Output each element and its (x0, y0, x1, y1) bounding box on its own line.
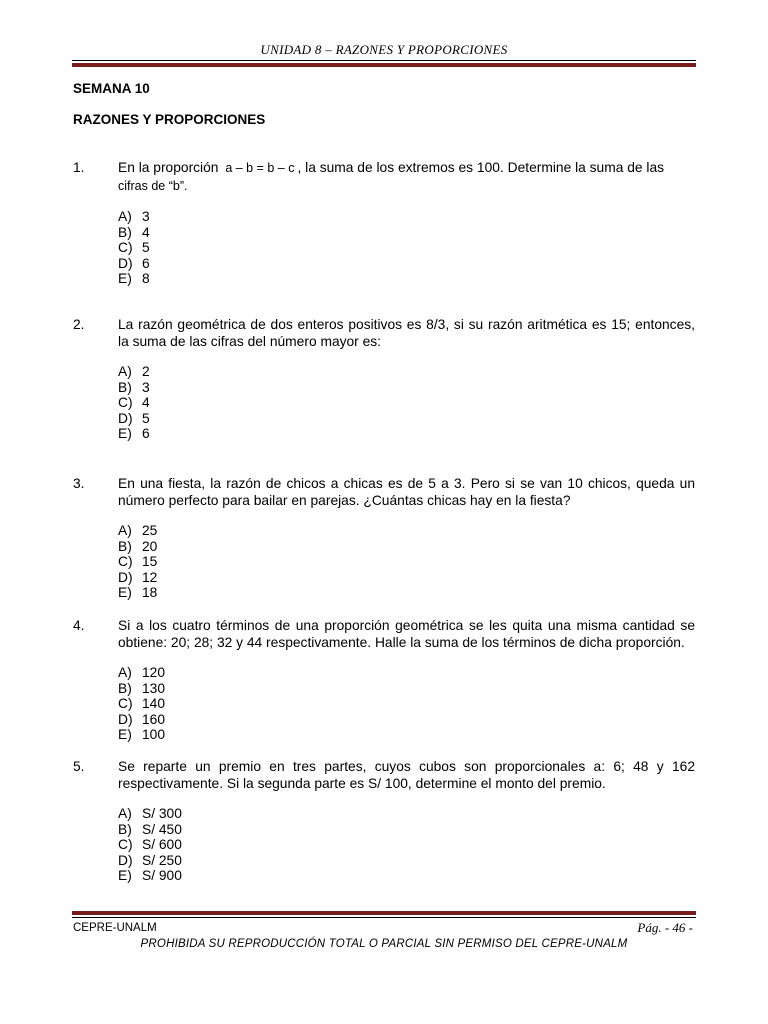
option-b: B) 4 (118, 224, 150, 240)
page-number: Pág. - 46 - (637, 920, 693, 935)
option-d: D) 5 (118, 410, 150, 426)
option-b: B) 20 (118, 538, 158, 554)
option-a: A) 3 (118, 209, 150, 224)
footer-rule-thin (72, 917, 696, 918)
option-d: D) 12 (118, 569, 158, 585)
options-list (118, 523, 695, 601)
page-header-title: UNIDAD 8 – RAZONES Y PROPORCIONES (260, 42, 508, 57)
options-list (118, 665, 695, 743)
question-text: Si a los cuatro términos de una proporción geométrica se les quita una misma cantidad se obtiene: 20; 28; 32 y 44 respectivamente. Halle la suma de los términos de dicha proporción. (118, 618, 695, 650)
question-number: 5. (73, 759, 85, 774)
footer-rule-thick (72, 911, 696, 915)
week-label: SEMANA 10 (73, 81, 150, 96)
option-e: E) 18 (118, 585, 158, 600)
option-c: C) 5 (118, 240, 150, 255)
question-text: En una fiesta, la razón de chicos a chicas es de 5 a 3. Pero si se van 10 chicos, queda un número perfecto para bailar en parejas. ¿Cuántas chicas hay en la fiesta? (118, 476, 695, 508)
option-b: B) 130 (118, 680, 166, 696)
option-a: A) 2 (118, 364, 150, 379)
question-1 (73, 159, 695, 287)
question-number: 4. (73, 618, 85, 633)
section-title: RAZONES Y PROPORCIONES (73, 112, 266, 127)
options-list (118, 806, 695, 884)
header-rule-thin (72, 60, 696, 61)
question-number: 1. (73, 160, 85, 175)
question-number: 3. (73, 476, 85, 491)
option-a: A) S/ 300 (118, 806, 182, 821)
formula: a – b = b – c (225, 161, 295, 175)
option-a: A) 25 (118, 523, 158, 538)
question-text-before: En la proporción (118, 160, 219, 175)
option-e: E) 100 (118, 727, 166, 742)
question-3 (73, 475, 695, 601)
question-5 (73, 758, 695, 884)
option-b: B) 3 (118, 379, 150, 395)
option-c: C) 15 (118, 554, 158, 569)
question-text: La razón geométrica de dos enteros positivos es 8/3, si su razón aritmética es 15; entonces, la suma de las cifras del número mayor es: (118, 317, 695, 349)
question-text: Se reparte un premio en tres partes, cuyos cubos son proporcionales a: 6; 48 y 162 respectivamente. Si la segunda parte es S/ 100, determine el monto del premio. (118, 759, 695, 791)
question-4 (73, 617, 695, 743)
option-c: C) 140 (118, 696, 166, 711)
option-d: D) 160 (118, 711, 166, 727)
option-d: D) S/ 250 (118, 852, 182, 868)
copyright-notice: PROHIBIDA SU REPRODUCCIÓN TOTAL O PARCIAL SIN PERMISO DEL CEPRE-UNALM (140, 938, 628, 950)
question-text-after: , la suma de los extremos es 100. Determine la suma de las (297, 160, 665, 175)
option-a: A) 120 (118, 665, 166, 680)
header-rule-thick (72, 63, 696, 67)
options-list (118, 209, 695, 287)
option-d: D) 6 (118, 255, 150, 271)
option-c: C) S/ 600 (118, 837, 182, 852)
footer-institution: CEPRE-UNALM (73, 922, 157, 934)
question-text-line2: cifras de “b”. (118, 179, 188, 193)
question-2 (73, 316, 695, 442)
option-e: E) 6 (118, 426, 150, 441)
question-number: 2. (73, 317, 85, 332)
options-list (118, 364, 695, 442)
option-e: E) 8 (118, 271, 150, 286)
option-e: E) S/ 900 (118, 868, 182, 883)
option-b: B) S/ 450 (118, 821, 182, 837)
question-text (118, 159, 695, 195)
option-c: C) 4 (118, 395, 150, 410)
